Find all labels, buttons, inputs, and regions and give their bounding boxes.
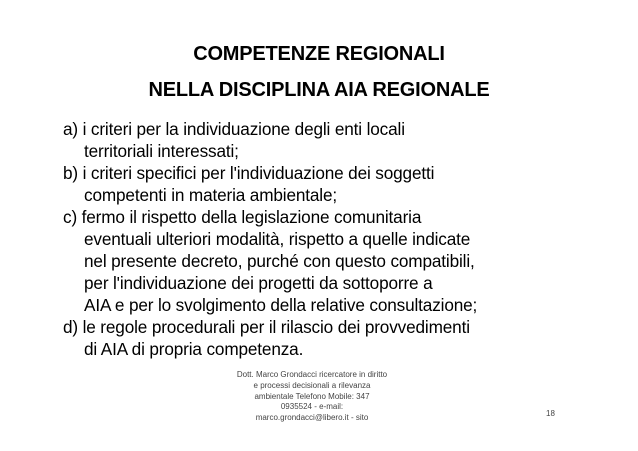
list-item-line: nel presente decreto, purché con questo compatibili, [84, 251, 475, 271]
footer-line: e processi decisionali a rilevanza [253, 380, 371, 390]
list-item-line: per l'individuazione dei progetti da sottoporre a [84, 273, 433, 293]
competences-list [63, 118, 563, 360]
list-item-line: c) fermo il rispetto della legislazione comunitaria [63, 207, 422, 227]
footer-line: marco.grondacci@libero.it - sito [255, 413, 369, 423]
list-item-line: territoriali interessati; [84, 141, 239, 161]
list-item-line: eventuali ulteriori modalità, rispetto a quelle indicate [84, 229, 471, 249]
slide-footer [222, 370, 402, 430]
footer-line: 0935524 - e-mail: [280, 402, 344, 412]
list-item-line: di AIA di propria competenza. [84, 339, 304, 359]
footer-line: ambientale Telefono Mobile: 347 [254, 391, 370, 401]
list-item-d [63, 316, 563, 360]
list-item-line: b) i criteri specifici per l'individuazione dei soggetti [63, 163, 435, 183]
slide-title-line-1: COMPETENZE REGIONALI [193, 43, 445, 65]
list-item-line: d) le regole procedurali per il rilascio dei provvedimenti [63, 317, 470, 337]
list-item-c [63, 206, 563, 316]
footer-line: Dott. Marco Grondacci ricercatore in diritto [236, 370, 388, 379]
slide-title-line-2: NELLA DISCIPLINA AIA REGIONALE [148, 79, 490, 101]
list-item-line: a) i criteri per la individuazione degli enti locali [63, 119, 405, 139]
list-item-line: competenti in materia ambientale; [84, 185, 337, 205]
list-item-a [63, 118, 563, 162]
list-item-line: AIA e per lo svolgimento della relative consultazione; [84, 295, 478, 315]
page-number: 18 [546, 409, 555, 418]
list-item-b [63, 162, 563, 206]
